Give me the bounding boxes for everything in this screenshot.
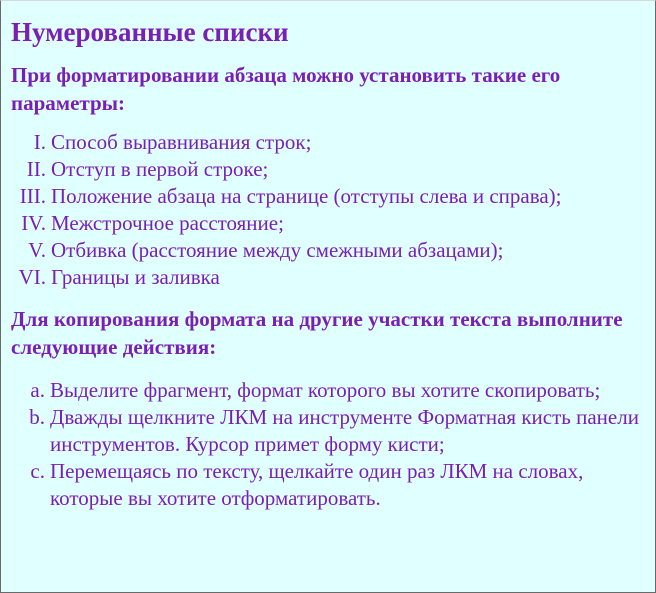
alpha-numbered-list	[11, 377, 645, 512]
list-marker: I.	[33, 130, 46, 154]
list-marker: b.	[29, 405, 45, 429]
list-item-text: Способ выравнивания строк;	[51, 130, 312, 154]
list-item-text: Дважды щелкните ЛКМ на инструменте Форматная кисть панели инструментов. Курсор примет форму кисти;	[50, 405, 639, 456]
list-marker: VI.	[18, 265, 46, 289]
list-item-text: Границы и заливка	[51, 265, 220, 289]
list-item-text: Положение абзаца на странице (отступы слева и справа);	[51, 184, 562, 208]
list-marker: c.	[30, 459, 45, 483]
list-item-text: Отбивка (расстояние между смежными абзацами);	[51, 238, 504, 262]
list-item	[11, 156, 645, 183]
list-item-text: Межстрочное расстояние;	[51, 211, 284, 235]
list-item	[11, 404, 645, 458]
list-marker: II.	[26, 157, 46, 181]
intro-paragraph: При форматировании абзаца можно установить такие его параметры:	[11, 63, 561, 115]
list-marker: a.	[30, 378, 45, 402]
list-item	[11, 264, 645, 291]
list-marker: IV.	[21, 211, 46, 235]
roman-numbered-list	[11, 129, 645, 291]
instructions-paragraph: Для копирования формата на другие участки текста выполните следующие действия:	[11, 307, 623, 359]
list-item	[11, 377, 645, 404]
list-item	[11, 129, 645, 156]
list-item	[11, 210, 645, 237]
list-item-text: Перемещаясь по тексту, щелкайте один раз ЛКМ на словах, которые вы хотите отформатировать.	[50, 459, 584, 510]
page-title: Нумерованные списки	[11, 17, 289, 47]
list-marker: III.	[19, 184, 46, 208]
list-item	[11, 458, 645, 512]
list-item-text: Выделите фрагмент, формат которого вы хотите скопировать;	[50, 378, 601, 402]
list-item	[11, 237, 645, 264]
list-item-text: Отступ в первой строке;	[51, 157, 269, 181]
list-marker: V.	[28, 238, 46, 262]
list-item	[11, 183, 645, 210]
